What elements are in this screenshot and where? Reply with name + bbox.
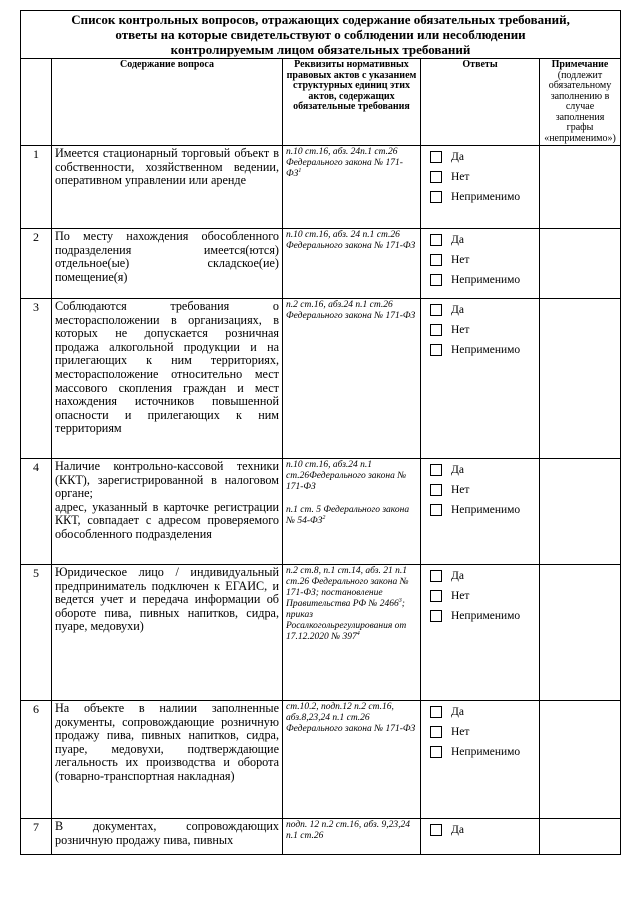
- option-label: Неприменимо: [451, 191, 521, 203]
- option-yes[interactable]: [424, 820, 536, 840]
- option-label: Да: [451, 824, 464, 836]
- option-not-applicable[interactable]: [424, 742, 536, 762]
- option-label: Да: [451, 570, 464, 582]
- option-no[interactable]: [424, 250, 536, 270]
- answers-cell: [421, 565, 540, 701]
- title-line-3: контролируемым лицом обязательных требований: [170, 42, 471, 57]
- requisites-text: п.10 ст.16, абз. 24п.1 ст.26 Федерального закона № $171-ФЗ^1$: [286, 147, 403, 179]
- answers-cell: [421, 701, 540, 819]
- option-label: Нет: [451, 171, 470, 183]
- option-label: Неприменимо: [451, 504, 521, 516]
- checkbox[interactable]: [430, 484, 442, 496]
- checkbox[interactable]: [430, 570, 442, 582]
- requisites-text: п.10 ст.16, абз. 24 п.1 ст.26 Федерального закона № 171-ФЗ: [286, 230, 416, 251]
- requisites-text: п.2 ст.8, п.1 ст.14, абз. 21 п.1 ст.26 Федерального закона № 171-ФЗ; постановление Правительства РФ № 2466$^3$; приказ Росалкогольрегулирования от 17.12.2020 № $397^4$: [286, 566, 409, 642]
- question-text: адрес, указанный в карточке регистрации ККТ, совпадает с адресом проверяемого обособленного подразделения: [55, 499, 279, 541]
- option-no[interactable]: [424, 320, 536, 340]
- option-label: Да: [451, 234, 464, 246]
- option-label: Да: [451, 304, 464, 316]
- row-number: 1: [21, 146, 52, 229]
- option-yes[interactable]: [424, 147, 536, 167]
- option-yes[interactable]: [424, 566, 536, 586]
- footnote-mark: 4: [356, 631, 360, 637]
- row-number: 6: [21, 701, 52, 819]
- question-text: Наличие контрольно-кассовой техники (ККТ), зарегистрированной в налоговом органе;: [55, 459, 279, 501]
- option-label: Нет: [451, 726, 470, 738]
- question-cell: [52, 819, 283, 855]
- checkbox[interactable]: [430, 274, 442, 286]
- requisites-text: подп. 12 п.2 ст.16, абз. 9,23,24 п.1 ст.26: [286, 820, 410, 841]
- note-cell[interactable]: [540, 146, 621, 229]
- answers-cell: [421, 229, 540, 299]
- option-no[interactable]: [424, 167, 536, 187]
- option-yes[interactable]: [424, 460, 536, 480]
- header-row: [21, 59, 621, 146]
- question-cell: [52, 146, 283, 229]
- checkbox[interactable]: [430, 191, 442, 203]
- requisites-text: ст.10.2, подп.12 п.2 ст.16, абз.8,23,24 п.1 ст.26 Федерального закона № 171-ФЗ: [286, 702, 416, 734]
- requisites-cell: [283, 459, 421, 565]
- note-cell[interactable]: [540, 819, 621, 855]
- option-yes[interactable]: [424, 702, 536, 722]
- checkbox[interactable]: [430, 234, 442, 246]
- requisites-cell: [283, 229, 421, 299]
- option-not-applicable[interactable]: [424, 187, 536, 207]
- option-label: Да: [451, 464, 464, 476]
- header-note-body: (подлежит обязательному заполнению в случае заполнения графы «неприменимо»): [544, 69, 616, 144]
- header-question: Содержание вопроса: [52, 59, 283, 146]
- table-row: [21, 146, 621, 229]
- note-cell[interactable]: [540, 701, 621, 819]
- option-label: Нет: [451, 590, 470, 602]
- header-number: [21, 59, 52, 146]
- footnote-mark: 1: [298, 168, 302, 174]
- table-row: [21, 565, 621, 701]
- table-row: [21, 299, 621, 459]
- header-requisites: Реквизиты нормативных правовых актов с указанием структурных единиц этих актов, содержащих обязательные требования: [283, 59, 421, 146]
- header-note: [540, 59, 621, 146]
- note-cell[interactable]: [540, 565, 621, 701]
- option-label: Неприменимо: [451, 746, 521, 758]
- checkbox[interactable]: [430, 706, 442, 718]
- checkbox[interactable]: [430, 151, 442, 163]
- table-row: [21, 459, 621, 565]
- answers-cell: [421, 819, 540, 855]
- option-not-applicable[interactable]: [424, 606, 536, 626]
- question-cell: [52, 565, 283, 701]
- answers-cell: [421, 299, 540, 459]
- requisites-cell: [283, 565, 421, 701]
- table-row: [21, 701, 621, 819]
- title-line-2: ответы на которые свидетельствуют о соблюдении или несоблюдении: [115, 27, 526, 42]
- header-note-title: Примечание: [551, 59, 609, 70]
- option-label: Нет: [451, 254, 470, 266]
- option-label: Неприменимо: [451, 344, 521, 356]
- option-label: Да: [451, 706, 464, 718]
- title-row: [21, 11, 621, 59]
- header-answers: Ответы: [421, 59, 540, 146]
- question-text: Юридическое лицо / индивидуальный предприниматель подключен к ЕГАИС, и ведется учет и передача информации об обороте пива, пивных напитков, сидра, пуаре, медовухи): [55, 565, 279, 634]
- checkbox[interactable]: [430, 304, 442, 316]
- option-not-applicable[interactable]: [424, 500, 536, 520]
- checklist-table: [20, 10, 621, 855]
- option-no[interactable]: [424, 722, 536, 742]
- question-text: На объекте в налиии заполненные документы, сопровождающие розничную продажу пива, пивных напитков, сидра, пуаре, медовухи, подтверждающие легальность их производства и оборота (товарно-транспортная накладная): [55, 701, 279, 783]
- checkbox[interactable]: [430, 324, 442, 336]
- option-no[interactable]: [424, 480, 536, 500]
- option-label: Нет: [451, 484, 470, 496]
- option-label: Да: [451, 151, 464, 163]
- question-text: В документах, сопровождающих розничную продажу пива, пивных: [55, 819, 279, 847]
- question-text: Имеется стационарный торговый объект в собственности, хозяйственном ведении, оперативном управлении или аренде: [55, 146, 279, 188]
- option-yes[interactable]: [424, 300, 536, 320]
- note-cell[interactable]: [540, 229, 621, 299]
- note-cell[interactable]: [540, 299, 621, 459]
- row-number: 5: [21, 565, 52, 701]
- requisites-cell: [283, 701, 421, 819]
- requisites-cell: [283, 819, 421, 855]
- answers-cell: [421, 459, 540, 565]
- checkbox[interactable]: [430, 746, 442, 758]
- table-row: [21, 819, 621, 855]
- checkbox[interactable]: [430, 590, 442, 602]
- question-cell: [52, 229, 283, 299]
- answers-cell: [421, 146, 540, 229]
- footnote-mark: 3: [398, 598, 402, 604]
- checkbox[interactable]: [430, 610, 442, 622]
- option-label: Нет: [451, 324, 470, 336]
- row-number: 7: [21, 819, 52, 855]
- question-text: По месту нахождения обособленного подразделения имеется(ются) отдельное(ые) складское(ие) помещение(я): [55, 229, 279, 284]
- title-line-1: Список контрольных вопросов, отражающих содержание обязательных требований,: [71, 12, 570, 27]
- option-yes[interactable]: [424, 230, 536, 250]
- footnote-mark: 2: [322, 515, 326, 521]
- row-number: 3: [21, 299, 52, 459]
- row-number: 2: [21, 229, 52, 299]
- requisites-text: п.10 ст.16, абз.24 п.1 ст.26Федерального закона № 171-ФЗ: [286, 460, 407, 492]
- option-label: Неприменимо: [451, 274, 521, 286]
- requisites-text: п.2 ст.16, абз.24 п.1 ст.26 Федерального закона № 171-ФЗ: [286, 300, 416, 321]
- document-title: [21, 11, 621, 59]
- checkbox[interactable]: [430, 344, 442, 356]
- option-not-applicable[interactable]: [424, 270, 536, 290]
- question-cell: [52, 459, 283, 565]
- option-not-applicable[interactable]: [424, 340, 536, 360]
- table-row: [21, 229, 621, 299]
- question-cell: [52, 299, 283, 459]
- question-text: Соблюдаются требования о месторасположении в организациях, в которых не допускается розничная продажа алкогольной продукции и на прилегающих к ним территориях, месторасположение относительно мест массового скопления граждан и мест нахождения источников повышенной опасности и прилегающих к ним территориям: [55, 299, 279, 436]
- checkbox[interactable]: [430, 504, 442, 516]
- option-label: Неприменимо: [451, 610, 521, 622]
- row-number: 4: [21, 459, 52, 565]
- checkbox[interactable]: [430, 726, 442, 738]
- question-cell: [52, 701, 283, 819]
- requisites-cell: [283, 299, 421, 459]
- note-cell[interactable]: [540, 459, 621, 565]
- checkbox[interactable]: [430, 171, 442, 183]
- requisites-text: п.1 ст. 5 Федерального закона № $54-ФЗ^2$: [286, 505, 410, 526]
- checkbox[interactable]: [430, 824, 442, 836]
- requisites-cell: [283, 146, 421, 229]
- option-no[interactable]: [424, 586, 536, 606]
- checkbox[interactable]: [430, 254, 442, 266]
- checkbox[interactable]: [430, 464, 442, 476]
